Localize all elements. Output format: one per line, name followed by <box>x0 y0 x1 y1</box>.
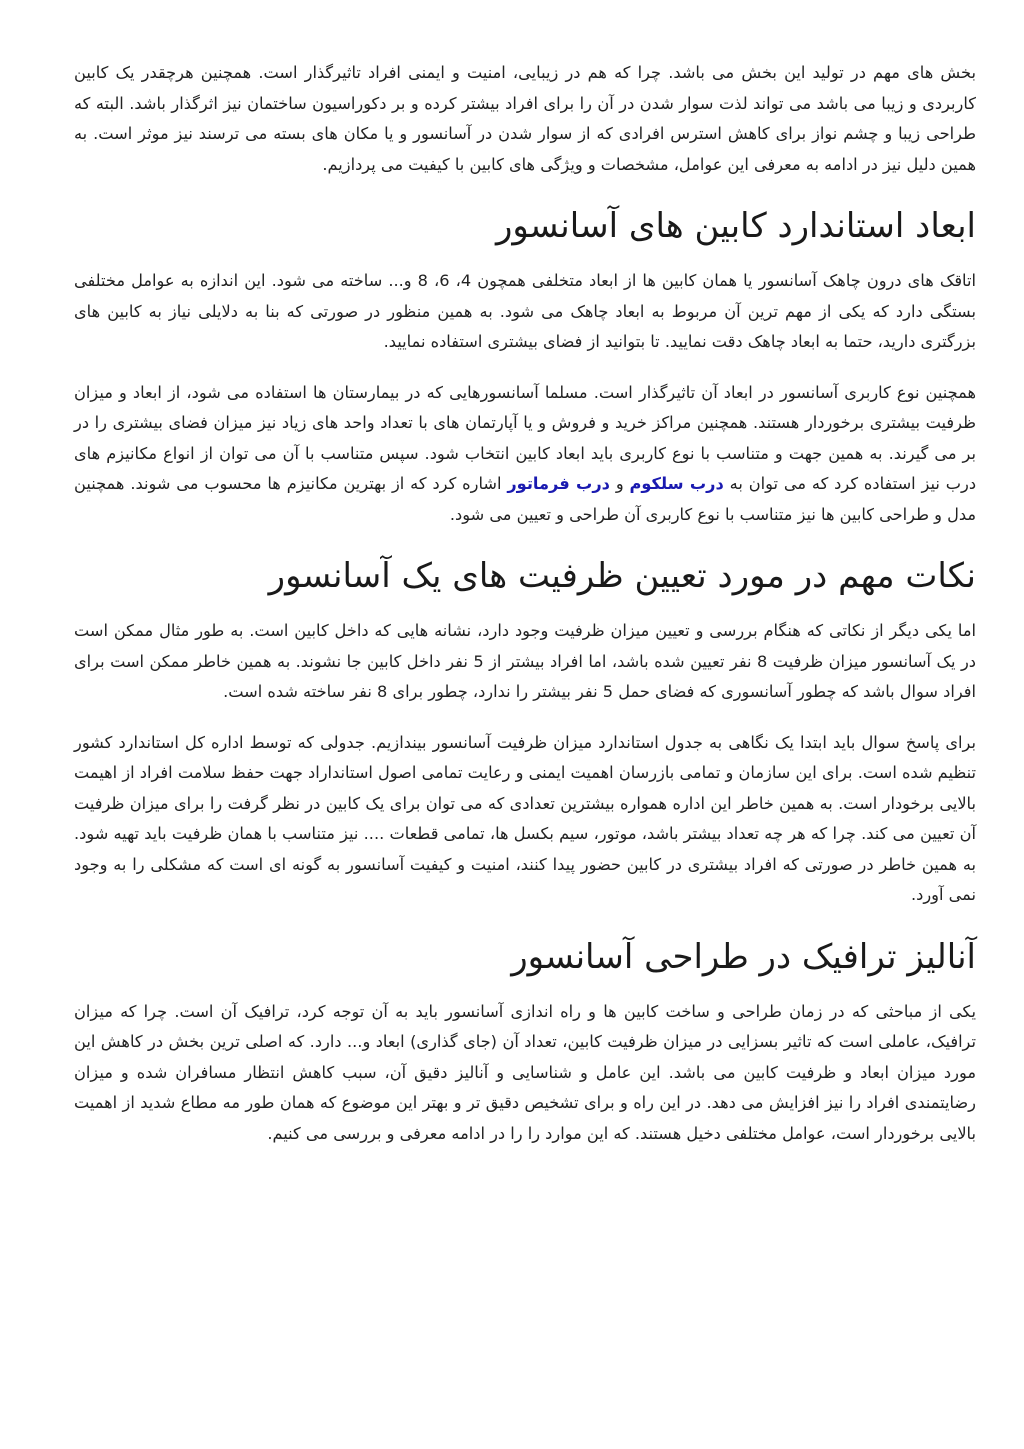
section-heading-capacity-notes: نکات مهم در مورد تعیین ظرفیت های یک آسانسور <box>268 556 976 596</box>
selcom-door-link[interactable]: درب سلکوم <box>629 474 724 493</box>
intro-paragraph: بخش های مهم در تولید این بخش می باشد. چرا که هم در زیبایی، امنیت و ایمنی افراد تاثیرگذار است. همچنین هرچقدر یک کابین کاربردی و زیبا می باشد می تواند لذت سوار شدن در آن را برای افراد بیشتر کرده و بر دکوراسیون ساختمان نیز اثرگذار باشد. البته که طراحی زیبا و چشم نواز برای کاهش استرس افرادی که از سوار شدن در آسانسور و یا مکان های بسته می ترسند نیز موثر است. به همین دلیل نیز در ادامه به معرفی این عوامل، مشخصات و ویژگی های کابین با کیفیت می پردازیم. <box>74 63 976 174</box>
cabin-dimensions-paragraph-2-conjunction: و <box>609 474 630 493</box>
cabin-dimensions-paragraph-1: اتاقک های درون چاهک آسانسور یا همان کابین ها از ابعاد متخلفی همچون 4، 6، 8 و... ساخته می شود. این اندازه به عوامل مختلفی بستگی دارد که یکی از مهم ترین آن مربوط به ابعاد چاهک می شود. به همین منظور در صورتی که بنا به دلایلی نیاز به کابین های بزرگتری دارید، حتما به ابعاد چاهک دقت نمایید. تا بتوانید از فضای بیشتری استفاده نمایید. <box>74 271 976 351</box>
cabin-dimensions-paragraph-2-text-b: اشاره کرد که از بهترین مکانیزم ها محسوب می شوند. همچنین مدل و طراحی کابین ها نیز متناسب با نوع کاربری آن طراحی و تعیین می شود. <box>74 474 976 524</box>
capacity-notes-paragraph-2: برای پاسخ سوال باید ابتدا یک نگاهی به جدول استاندارد میزان ظرفیت آسانسور بیندازیم. جدولی که توسط اداره کل استاندارد کشور تنظیم شده است. برای این سازمان و تمامی بازرسان اهمیت ایمنی و رعایت تمامی اصول استانداراد جهت حفظ سلامت افراد از اهیمت بالایی برخودار است. به همین خاطر این اداره همواره بیشترین تعدادی که می توان برای یک کابین در نظر گرفت را برای میزان ظرفیت آن تعیین می کند. چرا که هر چه تعداد بیشتر باشد، موتور، سیم بکسل ها، تمامی قطعات .... نیز متناسب با همان ظرفیت باید تهیه شود. به همین خاطر در صورتی که افراد بیشتری در کابین حضور پیدا کنند، امنیت و کیفیت آسانسور به گونه ای است که مشکلی را به وجود نمی آورد. <box>74 732 976 904</box>
fermator-door-link[interactable]: درب فرماتور <box>507 474 610 493</box>
capacity-notes-paragraph-1: اما یکی دیگر از نکاتی که هنگام بررسی و تعیین میزان ظرفیت وجود دارد، نشانه هایی که داخل کابین است. به طور مثال ممکن است در یک آسانسور میزان ظرفیت 8 نفر تعیین شده باشد، اما افراد بیشتر از 5 نفر داخل کابین جا نشوند. به همین خاطر ممکن است برای افراد سوال باشد که چطور آسانسوری که فضای حمل 5 نفر بیشتر را ندارد، چطور برای 8 نفر ساخته شده است. <box>74 621 976 701</box>
traffic-analysis-paragraph-1: یکی از مباحثی که در زمان طراحی و ساخت کابین ها و راه اندازی آسانسور باید به آن توجه کرد، ترافیک آن است. چرا که میزان ترافیک، عاملی است که تاثیر بسزایی در میزان ظرفیت کابین، تعداد آن (جای گذاری) ابعاد و... دارد. که اصلی ترین بخش در کاهش این مورد میزان ابعاد و ظرفیت کابین می باشد. این عامل و شناسایی و آنالیز دقیق آن، سبب کاهش انتظار مسافران شده و میزان رضایتمندی افراد را نیز افزایش می دهد. در این راه و برای تشخیص دقیق تر و بهتر این موضوع که همان طور مه مطاع شدید از اهمیت بالایی برخوردار است، عوامل مختلفی دخیل هستند. که این موارد را را در ادامه معرفی و بررسی می کنیم. <box>74 1001 976 1143</box>
section-heading-cabin-dimensions: ابعاد استاندارد کابین های آسانسور <box>495 206 976 246</box>
cabin-dimensions-paragraph-2 <box>74 378 976 531</box>
cabin-dimensions-paragraph-2-text-a: همچنین نوع کاربری آسانسور در ابعاد آن تاثیرگذار است. مسلما آسانسورهایی که در بیمارستان ها استفاده می شود، از ابعاد و میزان ظرفیت بیشتری برخوردار هستند. همچنین مراکز خرید و فروش و یا آپارتمان های با تعداد واحد های زیاد نیز میزان فضای بیشتری را در بر می گیرند. به همین جهت و متناسب با نوع کاربری باید ابعاد کابین انتخاب شود. سپس متناسب با آن می توان از انواع مکانیزم های درب نیز استفاده کرد که می توان به <box>74 382 977 493</box>
section-heading-traffic-analysis: آنالیز ترافیک در طراحی آسانسور <box>511 936 976 977</box>
